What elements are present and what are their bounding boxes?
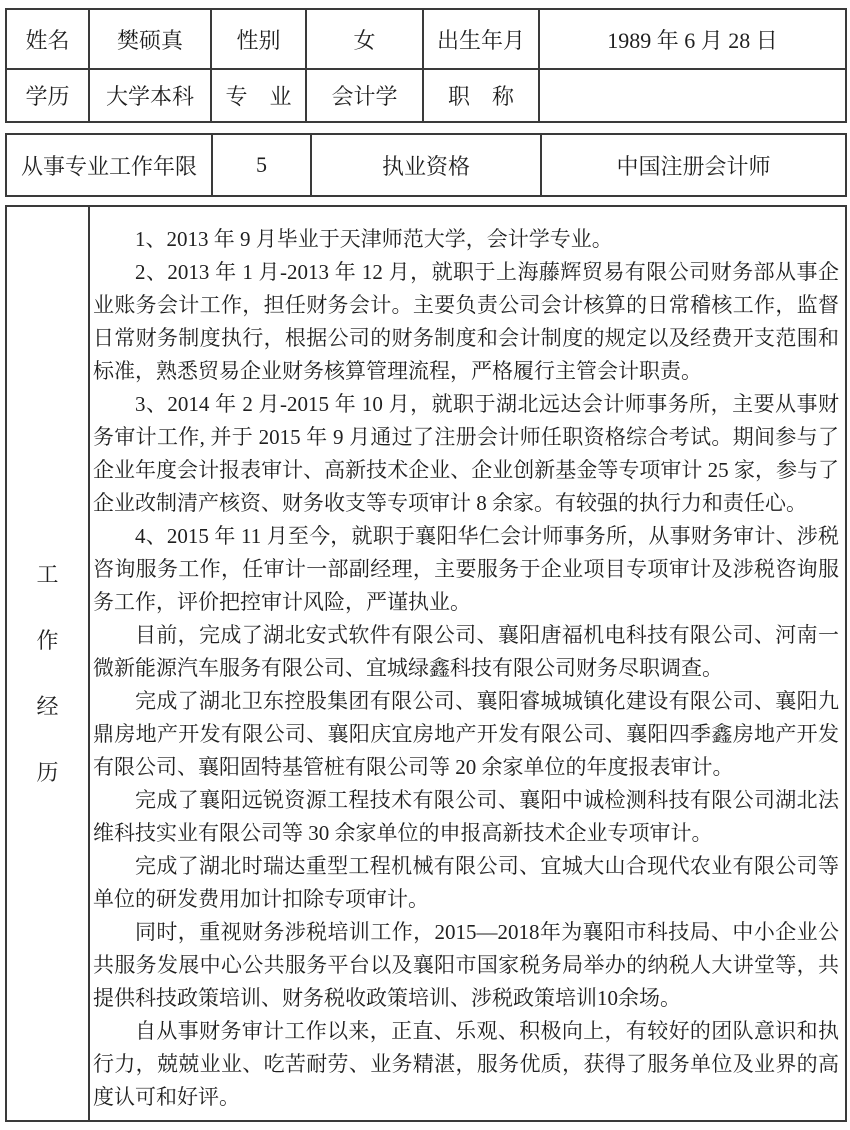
label-char-jing: 经 [36,694,59,719]
experience-paragraph: 4、2015 年 11 月至今，就职于襄阳华仁会计师事务所，从事财务审计、涉税咨询服务工作，任审计一部副经理，主要服务于企业项目专项审计及涉税咨询服务工作，评价把控审计风险，严谨执业。 [93,524,839,614]
label-char-li: 历 [36,760,59,785]
row-work-experience [6,206,846,1121]
experience-paragraph: 目前，完成了湖北安式软件有限公司、襄阳唐福机电科技有限公司、河南一微新能源汽车服务有限公司、宜城绿鑫科技有限公司财务尽职调查。 [93,623,839,680]
row-education-major-title [6,69,846,122]
experience-paragraph: 2、2013 年 1 月-2013 年 12 月，就职于上海藤辉贸易有限公司财务部从事企业账务会计工作，担任财务会计。主要负责公司会计核算的日常稽核工作，监督日常财务制度执行，根据公司的财务制度和会计制度的规定以及经费开支范围和标准，熟悉贸易企业财务核算管理流程，严格履行主管会计职责。 [93,260,839,383]
row-name-gender-birth [6,9,846,69]
work-experience-content-cell [89,206,846,1121]
experience-paragraph: 完成了襄阳远锐资源工程技术有限公司、襄阳中诚检测科技有限公司湖北法维科技实业有限公司等 30 余家单位的申报高新技术企业专项审计。 [93,788,839,845]
row-years-qualification [6,134,846,196]
qualification-value-cell: 中国注册会计师 [541,134,846,196]
years-value-cell: 5 [212,134,311,196]
education-value-cell: 大学本科 [89,69,211,122]
basic-info-table [5,8,847,123]
experience-paragraph: 完成了湖北时瑞达重型工程机械有限公司、宜城大山合现代农业有限公司等单位的研发费用加计扣除专项审计。 [93,854,839,911]
birth-label-cell: 出生年月 [423,9,539,69]
gender-label-cell: 性别 [211,9,306,69]
experience-paragraph: 1、2013 年 9 月毕业于天津师范大学，会计学专业。 [135,227,613,251]
work-experience-label-cell [6,206,89,1121]
experience-paragraph: 完成了湖北卫东控股集团有限公司、襄阳睿城城镇化建设有限公司、襄阳九鼎房地产开发有限公司、襄阳庆宜房地产开发有限公司、襄阳四季鑫房地产开发有限公司、襄阳固特基管桩有限公司等 20 余家单位的年度报表审计。 [93,689,839,779]
work-experience-table [5,205,847,1122]
years-label-cell: 从事专业工作年限 [6,134,212,196]
experience-paragraph: 同时，重视财务涉税培训工作，2015—2018年为襄阳市科技局、中小企业公共服务发展中心公共服务平台以及襄阳市国家税务局举办的纳税人大讲堂等，共提供科技政策培训、财务税收政策培训、涉税政策培训10余场。 [93,920,839,1010]
name-label-cell: 姓名 [6,9,89,69]
major-label-cell: 专 业 [211,69,306,122]
label-char-zuo: 作 [36,628,59,653]
label-char-gong: 工 [36,562,59,587]
qualification-label-cell: 执业资格 [311,134,541,196]
major-value-cell: 会计学 [306,69,423,122]
title-label-cell: 职 称 [423,69,539,122]
birth-value-cell: 1989 年 6 月 28 日 [539,9,846,69]
experience-paragraph: 3、2014 年 2 月-2015 年 10 月，就职于湖北远达会计师事务所，主要从事财务审计工作, 并于 2015 年 9 月通过了注册会计师任职资格综合考试。期间参与了企业年度会计报表审计、高新技术企业、企业创新基金等专项审计 25 家，参与了企业改制清产核资、财务收支等专项审计 8 余家。有较强的执行力和责任心。 [93,392,839,515]
experience-paragraph: 自从事财务审计工作以来，正直、乐观、积极向上，有较好的团队意识和执行力，兢兢业业、吃苦耐劳、业务精湛，服务优质，获得了服务单位及业界的高度认可和好评。 [93,1019,839,1109]
name-value-cell: 樊硕真 [89,9,211,69]
years-qualification-table [5,133,847,197]
education-label-cell: 学历 [6,69,89,122]
gender-value-cell: 女 [306,9,423,69]
work-experience-text [90,207,845,1118]
title-value-cell [539,69,846,122]
work-experience-vertical-label [7,540,88,787]
